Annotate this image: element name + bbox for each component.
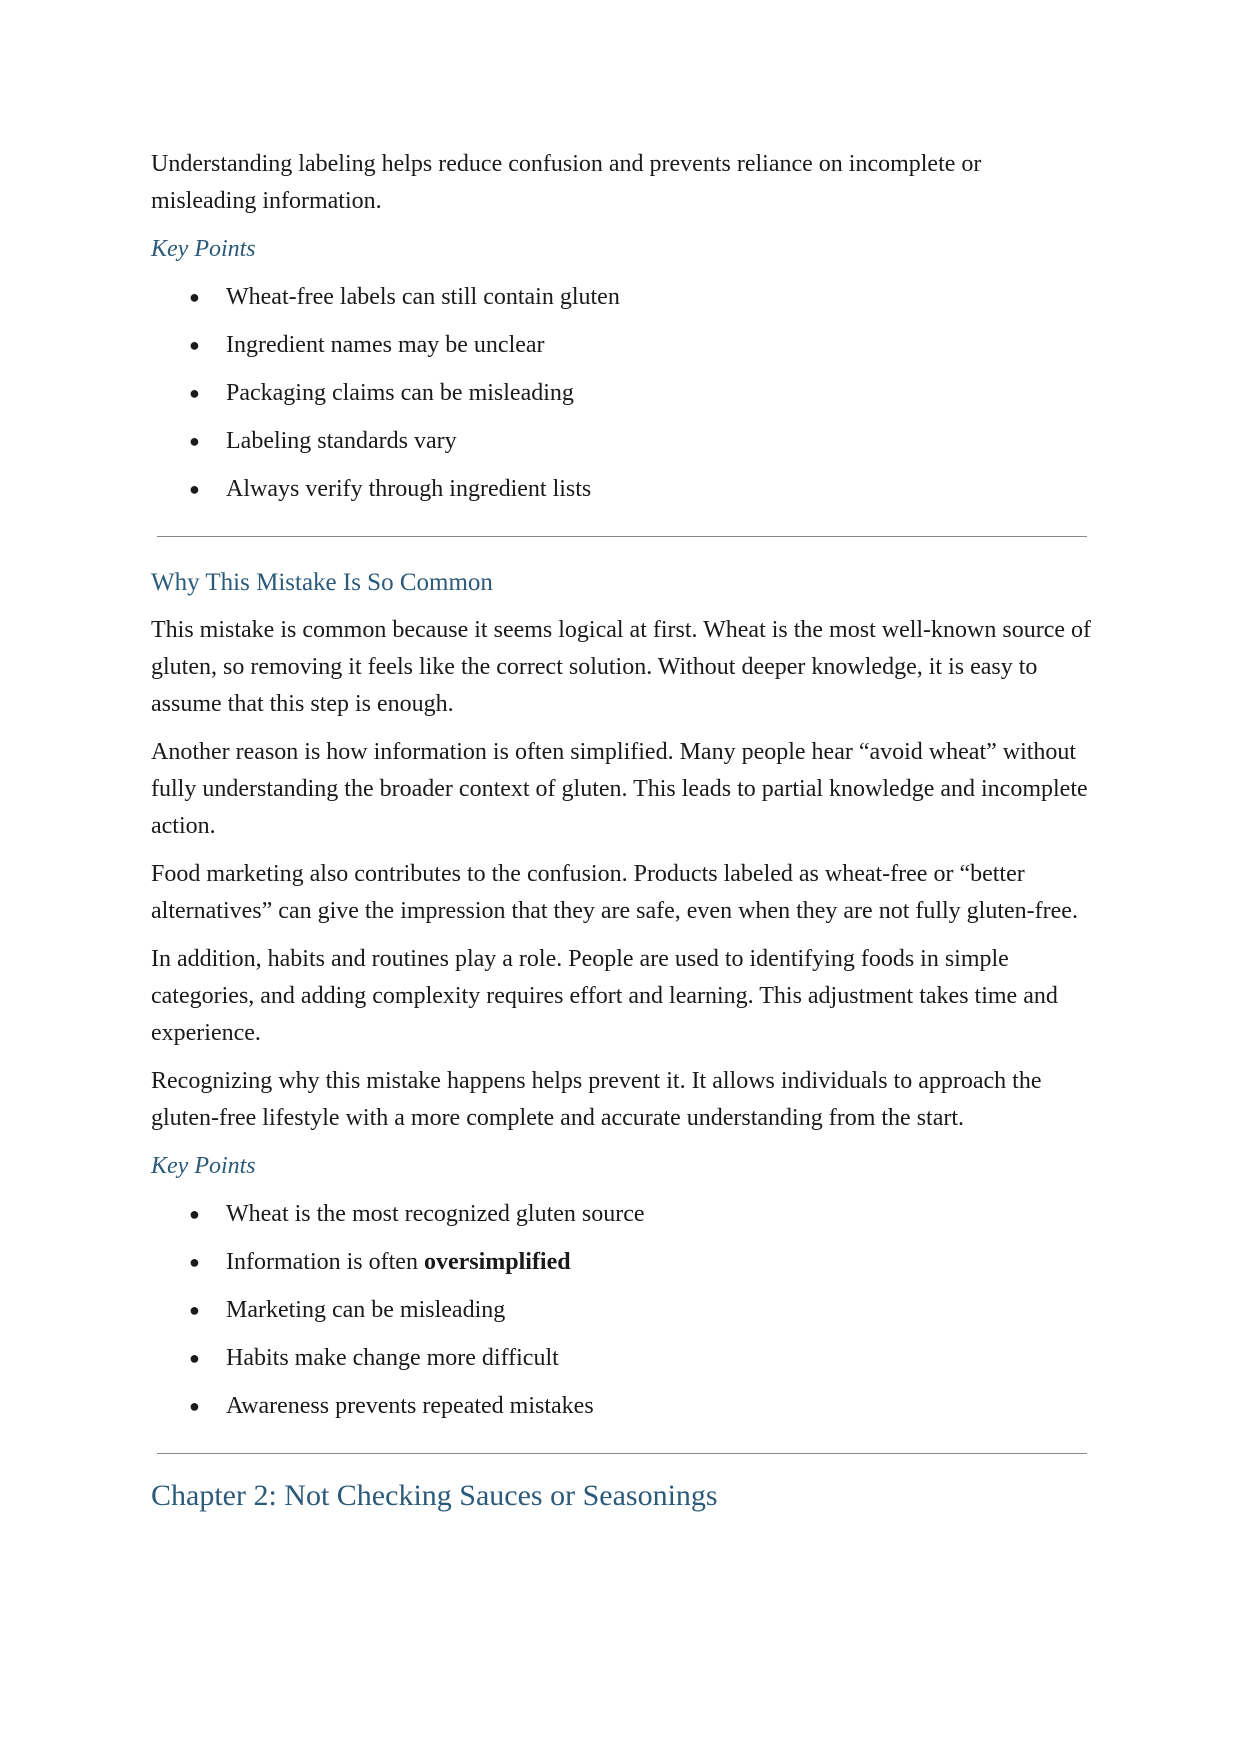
list-item: ● Awareness prevents repeated mistakes	[151, 1388, 1091, 1425]
key-points-list	[151, 279, 1091, 508]
section-paragraph: Another reason is how information is often simplified. Many people hear “avoid wheat” without fully understanding the broader context of gluten. This leads to partial knowledge and incomplete action.	[151, 739, 1088, 839]
bold-emphasis: oversimplified	[423, 1249, 571, 1275]
section-paragraph: This mistake is common because it seems logical at first. Wheat is the most well-known source of gluten, so removing it feels like the correct solution. Without deeper knowledge, it is easy to assume that this step is enough.	[151, 617, 1092, 717]
section-paragraph: In addition, habits and routines play a role. People are used to identifying foods in simple categories, and adding complexity requires effort and learning. This adjustment takes time and experience.	[151, 946, 1058, 1046]
bullet-icon: ●	[189, 1300, 200, 1320]
key-points-heading: Key Points	[151, 236, 256, 262]
bullet-icon: ●	[189, 1396, 200, 1416]
bullet-icon: ●	[189, 431, 200, 451]
list-item: ● Information is often oversimplified	[151, 1244, 1091, 1281]
bullet-icon: ●	[189, 383, 200, 403]
list-item: ● Wheat is the most recognized gluten source	[151, 1196, 1091, 1233]
key-points-heading: Key Points	[151, 1153, 256, 1179]
list-item: ● Wheat-free labels can still contain gluten	[151, 279, 1091, 316]
list-item: ● Labeling standards vary	[151, 423, 1091, 460]
list-item: ● Always verify through ingredient lists	[151, 471, 1091, 508]
bullet-icon: ●	[189, 335, 200, 355]
section-title: Why This Mistake Is So Common	[151, 569, 493, 596]
bullet-icon: ●	[189, 1204, 200, 1224]
intro-paragraph: Understanding labeling helps reduce confusion and prevents reliance on incomplete or misleading information.	[151, 151, 982, 214]
list-item: ● Marketing can be misleading	[151, 1292, 1091, 1329]
list-item: ● Packaging claims can be misleading	[151, 375, 1091, 412]
list-item: ● Ingredient names may be unclear	[151, 327, 1091, 364]
list-item: ● Habits make change more difficult	[151, 1340, 1091, 1377]
bullet-icon: ●	[189, 1252, 200, 1272]
bullet-icon: ●	[189, 479, 200, 499]
bullet-icon: ●	[189, 287, 200, 307]
chapter-title: Chapter 2: Not Checking Sauces or Seasonings	[151, 1479, 718, 1512]
key-points-list	[151, 1196, 1091, 1425]
section-paragraph: Recognizing why this mistake happens helps prevent it. It allows individuals to approach the gluten-free lifestyle with a more complete and accurate understanding from the start.	[151, 1068, 1042, 1131]
bullet-icon: ●	[189, 1348, 200, 1368]
section-paragraph: Food marketing also contributes to the confusion. Products labeled as wheat-free or “better alternatives” can give the impression that they are safe, even when they are not fully gluten-free.	[151, 861, 1078, 924]
page-content	[151, 146, 1091, 1516]
